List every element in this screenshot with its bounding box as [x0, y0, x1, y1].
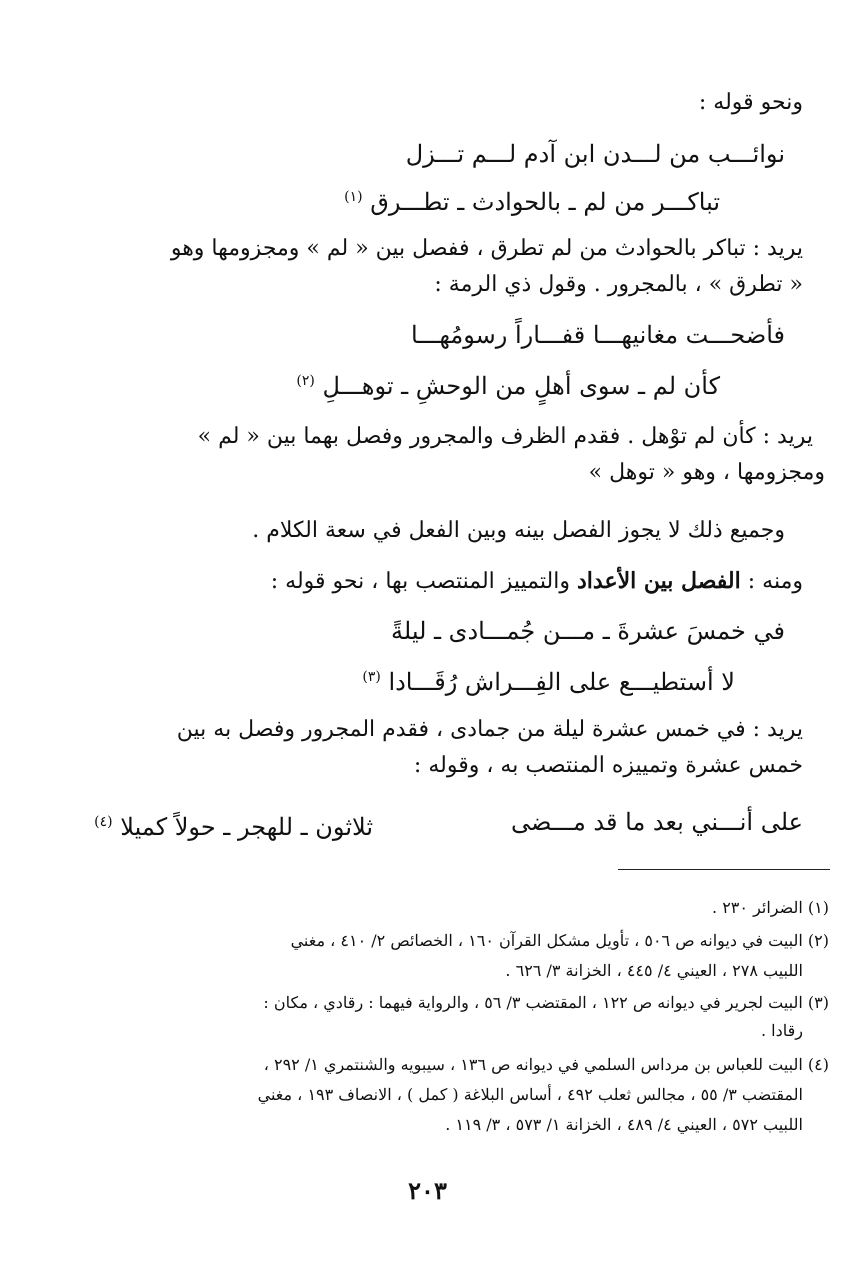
- verse-2-second-hemistich-text: كأن لم ـ سوى أهلٍ من الوحشِ ـ توهـــلِ: [322, 372, 720, 400]
- verse-4-second-hemistich: [94, 805, 373, 844]
- footnote-marker-2: (٢): [296, 373, 315, 389]
- paragraph-5-line-1: يريد : في خمس عشرة ليلة من جمادى ، فقدم المجرور وفصل به بين: [176, 717, 803, 742]
- paragraph-1-line-2: « تطرق » ، بالمجرور . وقول ذي الرمة :: [434, 272, 803, 297]
- footnote-2-line-2: اللبيب ٢٧٨ ، العيني ٤/ ٤٤٥ ، الخزانة ٣/ ٦٢٦ .: [505, 961, 803, 980]
- footnote-marker-4: (٤): [94, 814, 113, 830]
- footnote-4-line-2: المقتضب ٣/ ٥٥ ، مجالس ثعلب ٤٩٢ ، أساس البلاغة ( كمل ) ، الانصاف ١٩٣ ، مغني: [257, 1085, 803, 1104]
- footnote-3-line-1: (٣) البيت لجرير في ديوانه ص ١٢٢ ، المقتضب ٣/ ٥٦ ، والرواية فيهما : رقادي ، مكان :: [263, 993, 829, 1012]
- paragraph-5-line-2: خمس عشرة وتمييزه المنتصب به ، وقوله :: [413, 753, 803, 778]
- footnote-2-line-1: (٢) البيت في ديوانه ص ٥٠٦ ، تأويل مشكل القرآن ١٦٠ ، الخصائص ٢/ ٤١٠ ، مغني: [290, 931, 829, 950]
- footnote-3-line-2: رقادا .: [761, 1021, 803, 1040]
- verse-2-second-hemistich: [296, 364, 720, 403]
- paragraph-1-line-1: يريد : تباكر بالحوادث من لم تطرق ، ففصل بين « لم » ومجزومها وهو: [170, 236, 803, 261]
- paragraph-4-prefix: ومنه :: [740, 569, 803, 594]
- page-number: ٢٠٣: [408, 1176, 447, 1205]
- footnote-marker-1: (١): [344, 189, 363, 205]
- verse-1-first-hemistich: نوائـــب من لـــدن ابن آدم لـــم تـــزل: [405, 140, 785, 168]
- verse-2-first-hemistich: فأضحـــت مغانيهـــا قفـــاراً رسومُهـــا: [410, 321, 785, 349]
- verse-4-first-hemistich: على أنـــني بعد ما قد مـــضى: [511, 808, 803, 836]
- verse-1-second-hemistich-text: تباكـــر من لم ـ بالحوادث ـ تطـــرق: [370, 188, 720, 216]
- paragraph-3: وجميع ذلك لا يجوز الفصل بينه وبين الفعل في سعة الكلام .: [252, 518, 785, 543]
- footnote-1: (١) الضرائر ٢٣٠ .: [712, 898, 829, 917]
- paragraph-4: [271, 564, 803, 599]
- verse-1-second-hemistich: [344, 180, 720, 219]
- intro-line: ونحو قوله :: [698, 90, 803, 115]
- verse-3-second-hemistich-text: لا أستطيـــع على الفِـــراش رُقَـــادا: [388, 668, 735, 696]
- verse-3-second-hemistich: [362, 660, 735, 699]
- verse-3-first-hemistich: في خمسَ عشرةَ ـ مـــن جُمـــادى ـ ليلةً: [391, 617, 785, 645]
- section-heading-numbers: الفصل بين الأعداد: [576, 568, 741, 594]
- paragraph-2-line-2: ومجزومها ، وهو « توهل »: [588, 460, 825, 485]
- verse-4-second-hemistich-text: ثلاثون ـ للهجر ـ حولاً كميلا: [120, 813, 373, 841]
- footnote-separator: [618, 869, 830, 870]
- footnote-4-line-3: اللبيب ٥٧٢ ، العيني ٤/ ٤٨٩ ، الخزانة ١/ ٥٧٣ ، ٣/ ١١٩ .: [445, 1115, 803, 1134]
- footnote-marker-3: (٣): [362, 669, 381, 685]
- paragraph-4-suffix: والتمييز المنتصب بها ، نحو قوله :: [270, 569, 577, 594]
- paragraph-2-line-1: يريد : كأن لم توْهل . فقدم الظرف والمجرور وفصل بهما بين « لم »: [197, 424, 813, 449]
- footnote-4-line-1: (٤) البيت للعباس بن مرداس السلمي في ديوانه ص ١٣٦ ، سيبويه والشنتمري ١/ ٢٩٢ ،: [263, 1055, 829, 1074]
